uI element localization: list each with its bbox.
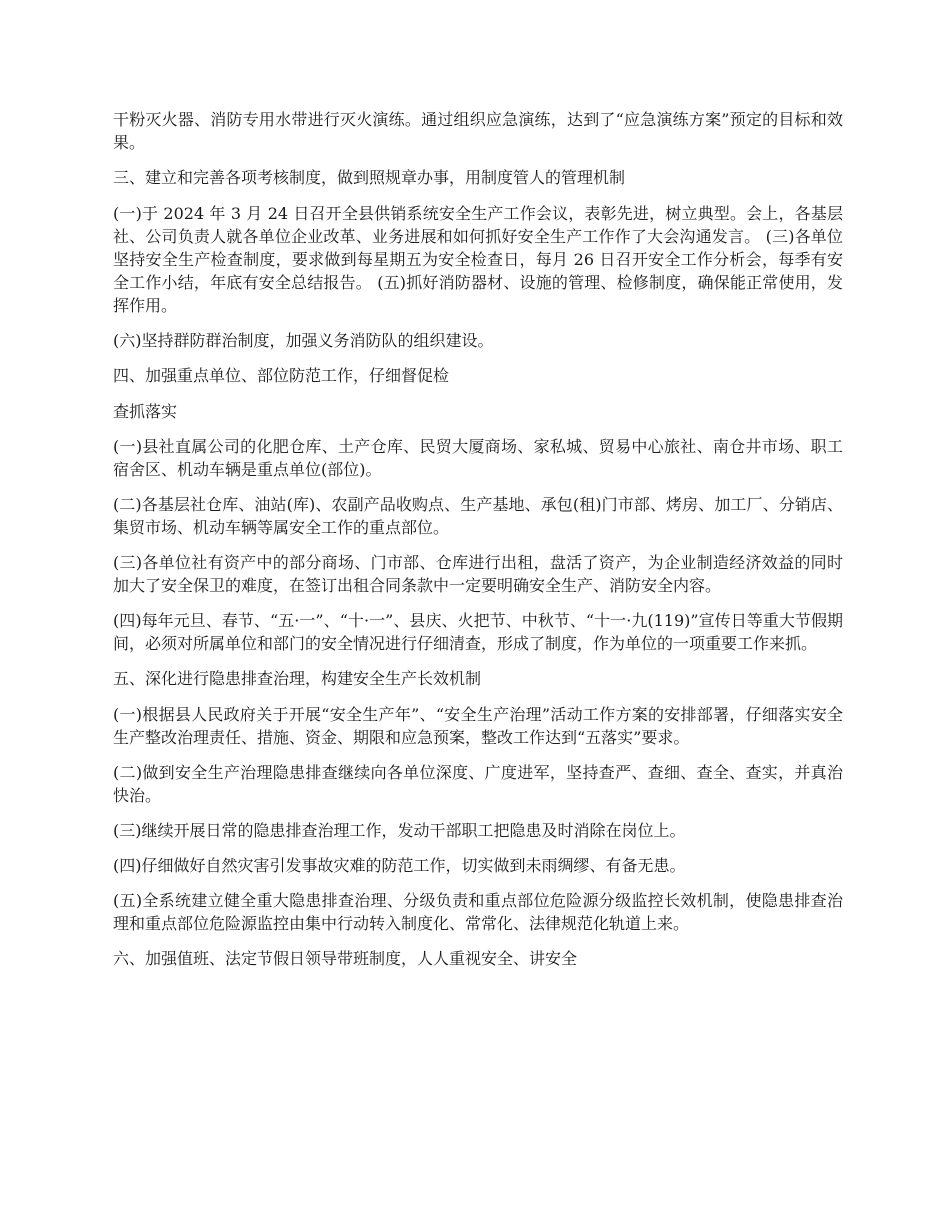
paragraph-leasing: (三)各单位社有资产中的部分商场、门市部、仓库进行出租，盘活了资产，为企业制造经济效益的同时加大了安全保卫的难度，在签订出租合同条款中一定要明确安全生产、消防安全内容。 [113, 553, 843, 595]
paragraph-daily-check: (三)继续开展日常的隐患排查治理工作，发动干部职工把隐患及时消除在岗位上。 [113, 821, 686, 840]
section-heading-6: 六、加强值班、法定节假日领导带班制度，人人重视安全、讲安全 [113, 949, 578, 968]
paragraph-natural-disaster: (四)仔细做好自然灾害引发事故灾难的防范工作，切实做到未雨绸缪、有备无患。 [113, 856, 686, 875]
paragraph-depth-breadth: (二)做到安全生产治理隐患排查继续向各单位深度、广度进军，坚持查严、查细、查全、查实，并真治快治。 [113, 763, 843, 805]
document-page [113, 108, 843, 983]
paragraph-check-implement: 查抓落实 [113, 402, 178, 421]
paragraph-holidays: (四)每年元旦、春节、“五·一”、“十·一”、县庆、火把节、中秋节、“十一·九(119)”宣传日等重大节假期间，必须对所属单位和部门的安全情况进行仔细清查，形成了制度，作为单位的一项重要工作来抓。 [113, 611, 843, 653]
paragraph-mass-defense: (六)坚持群防群治制度，加强义务消防队的组织建设。 [113, 331, 494, 350]
section-heading-3: 三、建立和完善各项考核制度，做到照规章办事，用制度管人的管理机制 [113, 168, 626, 187]
paragraph-long-term-mechanism: (五)全系统建立健全重大隐患排查治理、分级负责和重点部位危险源分级监控长效机制，使隐患排查治理和重点部位危险源监控由集中行动转入制度化、常常化、法律规范化轨道上来。 [113, 891, 843, 933]
section-heading-4: 四、加强重点单位、部位防范工作，仔细督促检 [113, 366, 450, 385]
paragraph-meeting: (一)于 2024 年 3 月 24 日召开全县供销系统安全生产工作会议，表彰先进，树立典型。会上，各基层社、公司负责人就各单位企业改革、业务进展和如何抓好安全生产工作作了大会沟通发言。 (三)各单位坚持安全生产检查制度，要求做到每星期五为安全检查日，每月 26 日召开安全工作分析会，每季有安全工作小结，年底有安全总结报告。 (五)抓好消防器材、设施的管理、检修制度，确保能正常使用，发挥作用。 [113, 204, 843, 315]
paragraph-key-parts: (二)各基层社仓库、油站(库)、农副产品收购点、生产基地、承包(租)门市部、烤房、加工厂、分销店、集贸市场、机动车辆等属安全工作的重点部位。 [113, 495, 843, 537]
paragraph-drill-result: 干粉灭火器、消防专用水带进行灭火演练。通过组织应急演练，达到了“应急演练方案”预定的目标和效果。 [113, 110, 843, 152]
paragraph-key-units: (一)县社直属公司的化肥仓库、土产仓库、民贸大厦商场、家私城、贸易中心旅社、南仓井市场、职工宿舍区、机动车辆是重点单位(部位)。 [113, 437, 843, 479]
section-heading-5: 五、深化进行隐患排查治理，构建安全生产长效机制 [113, 669, 482, 688]
paragraph-government-plan: (一)根据县人民政府关于开展“安全生产年”、“安全生产治理”活动工作方案的安排部署，仔细落实安全生产整改治理责任、措施、资金、期限和应急预案，整改工作达到“五落实”要求。 [113, 705, 843, 747]
